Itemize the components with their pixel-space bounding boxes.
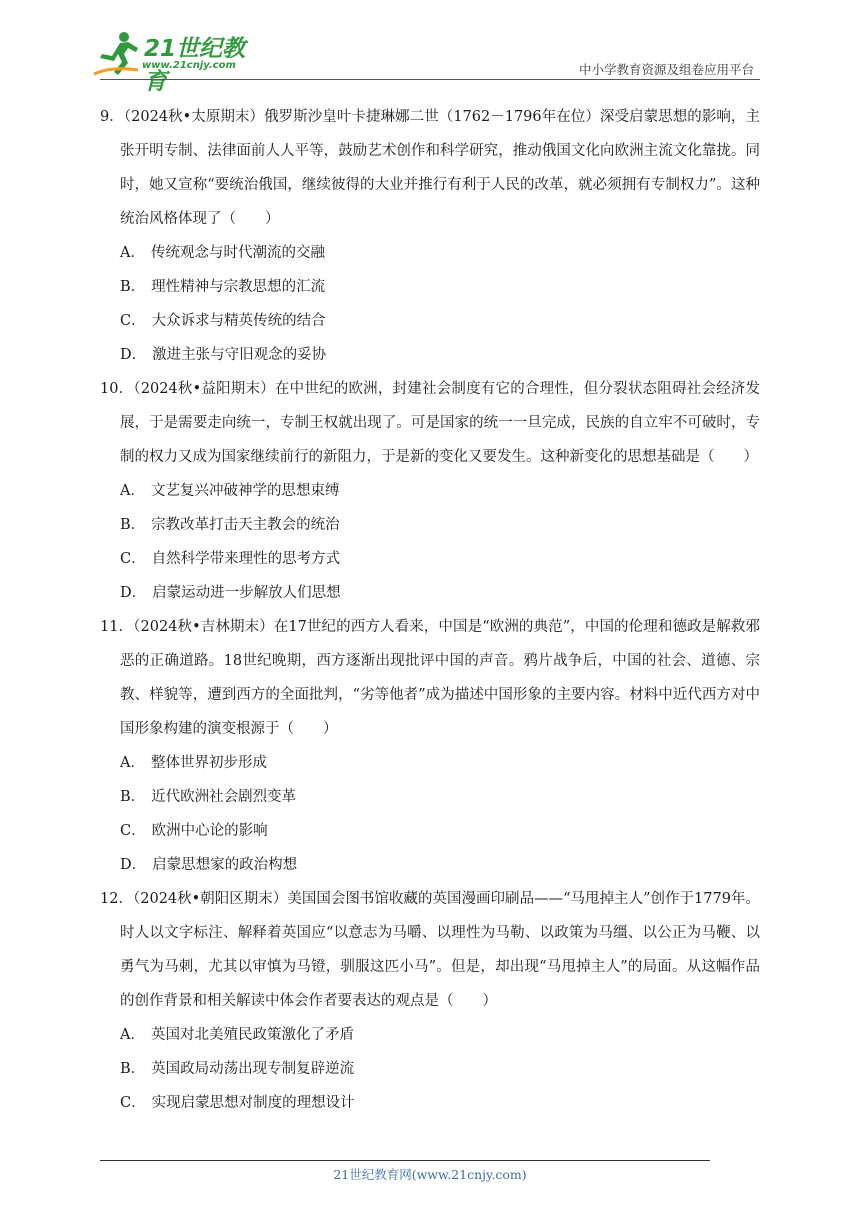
option-text: 近代欧洲社会剧烈变革 — [151, 789, 297, 805]
option-letter: C． — [120, 551, 146, 567]
site-logo[interactable] — [92, 30, 262, 95]
option-d[interactable] — [100, 338, 760, 372]
platform-tagline: 中小学教育资源及组卷应用平台 — [578, 62, 754, 77]
option-letter: D． — [120, 585, 147, 601]
option-text: 启蒙运动进一步解放人们思想 — [152, 585, 341, 601]
option-letter: C． — [120, 823, 146, 839]
option-text: 文艺复兴冲破神学的思想束缚 — [150, 483, 340, 499]
option-c[interactable] — [100, 814, 760, 848]
option-text: 理性精神与宗教思想的汇流 — [151, 279, 326, 295]
option-a[interactable] — [100, 746, 760, 780]
option-text: 自然科学带来理性的思考方式 — [151, 551, 341, 567]
option-letter: A． — [120, 483, 145, 499]
option-letter: A． — [120, 1027, 145, 1043]
option-a[interactable] — [100, 236, 760, 270]
option-text: 激进主张与守旧观念的妥协 — [152, 347, 327, 363]
question-stem: 11．（2024秋•吉林期末）在17世纪的西方人看来，中国是“欧洲的典范”，中国的伦理和德政是解救邪恶的正确道路。18世纪晚期，西方逐渐出现批评中国的声音。鸦片战争后，中国的社会、道德、宗教、样貌等，遭到西方的全面批判，“劣等他者”成为描述中国形象的主要内容。材料中近代西方对中国形象构建的演变根源于（ ） — [100, 619, 760, 737]
question-stem: 12．（2024秋•朝阳区期末）美国国会图书馆收藏的英国漫画印刷品——“马甩掉主人”创作于1779年。时人以文字标注、解释着英国应“以意志为马嚼、以理性为马勒、以政策为马缰、以公正为马鞭、以勇气为马刺，尤其以审慎为马镫，驯服这匹小马”。但是，却出现“马甩掉主人”的局面。从这幅作品的创作背景和相关解读中体会作者要表达的观点是（ ） — [100, 891, 760, 1009]
runner-logo-icon — [92, 30, 144, 76]
option-c[interactable] — [100, 304, 760, 338]
option-text: 传统观念与时代潮流的交融 — [150, 245, 325, 261]
option-c[interactable] — [100, 542, 760, 576]
option-text: 英国对北美殖民政策激化了矛盾 — [150, 1027, 354, 1043]
option-letter: C． — [120, 313, 146, 329]
page-header — [0, 0, 860, 95]
option-letter: D． — [120, 857, 147, 873]
option-text: 宗教改革打击天主教会的统治 — [151, 517, 340, 533]
option-letter: A． — [120, 245, 145, 261]
option-text: 实现启蒙思想对制度的理想设计 — [151, 1095, 355, 1111]
question-item — [100, 882, 760, 1120]
option-text: 欧洲中心论的影响 — [151, 823, 268, 839]
option-a[interactable] — [100, 474, 760, 508]
option-letter: D． — [120, 347, 147, 363]
footer-divider — [100, 1160, 710, 1161]
option-letter: B． — [120, 1061, 146, 1077]
question-list — [100, 100, 760, 1120]
option-text: 整体世界初步形成 — [150, 755, 267, 771]
option-b[interactable] — [100, 1052, 760, 1086]
option-letter: C． — [120, 1095, 146, 1111]
option-d[interactable] — [100, 576, 760, 610]
option-letter: B． — [120, 789, 146, 805]
question-item — [100, 610, 760, 882]
option-text: 英国政局动荡出现专制复辟逆流 — [151, 1061, 355, 1077]
option-b[interactable] — [100, 508, 760, 542]
option-c[interactable] — [100, 1086, 760, 1120]
option-letter: B． — [120, 517, 146, 533]
option-b[interactable] — [100, 270, 760, 304]
footer-link[interactable]: 21世纪教育网(www.21cnjy.com) — [333, 1167, 527, 1182]
option-letter: A． — [120, 755, 145, 771]
option-a[interactable] — [100, 1018, 760, 1052]
question-item — [100, 100, 760, 372]
option-text: 大众诉求与精英传统的结合 — [151, 313, 326, 329]
option-b[interactable] — [100, 780, 760, 814]
question-item — [100, 372, 760, 610]
question-stem: 9．（2024秋•太原期末）俄罗斯沙皇叶卡捷琳娜二世（1762－1796年在位）深受启蒙思想的影响，主张开明专制、法律面前人人平等，鼓励艺术创作和科学研究，推动俄国文化向欧洲主流文化靠拢。同时，她又宣称“要统治俄国，继续彼得的大业并推行有利于人民的改革，就必须拥有专制权力”。这种统治风格体现了（ ） — [100, 109, 760, 227]
header-divider — [100, 79, 760, 80]
option-d[interactable] — [100, 848, 760, 882]
logo-url: www.21cnjy.com — [142, 60, 236, 71]
option-letter: B． — [120, 279, 146, 295]
option-text: 启蒙思想家的政治构想 — [152, 857, 298, 873]
question-stem: 10．（2024秋•益阳期末）在中世纪的欧洲，封建社会制度有它的合理性，但分裂状态阻碍社会经济发展，于是需要走向统一，专制王权就出现了。可是国家的统一一旦完成，民族的自立牢不可破时，专制的权力又成为国家继续前行的新阻力，于是新的变化又要发生。这种新变化的思想基础是（ ） — [100, 381, 760, 465]
logo-title: 21世纪教育 — [144, 36, 246, 95]
